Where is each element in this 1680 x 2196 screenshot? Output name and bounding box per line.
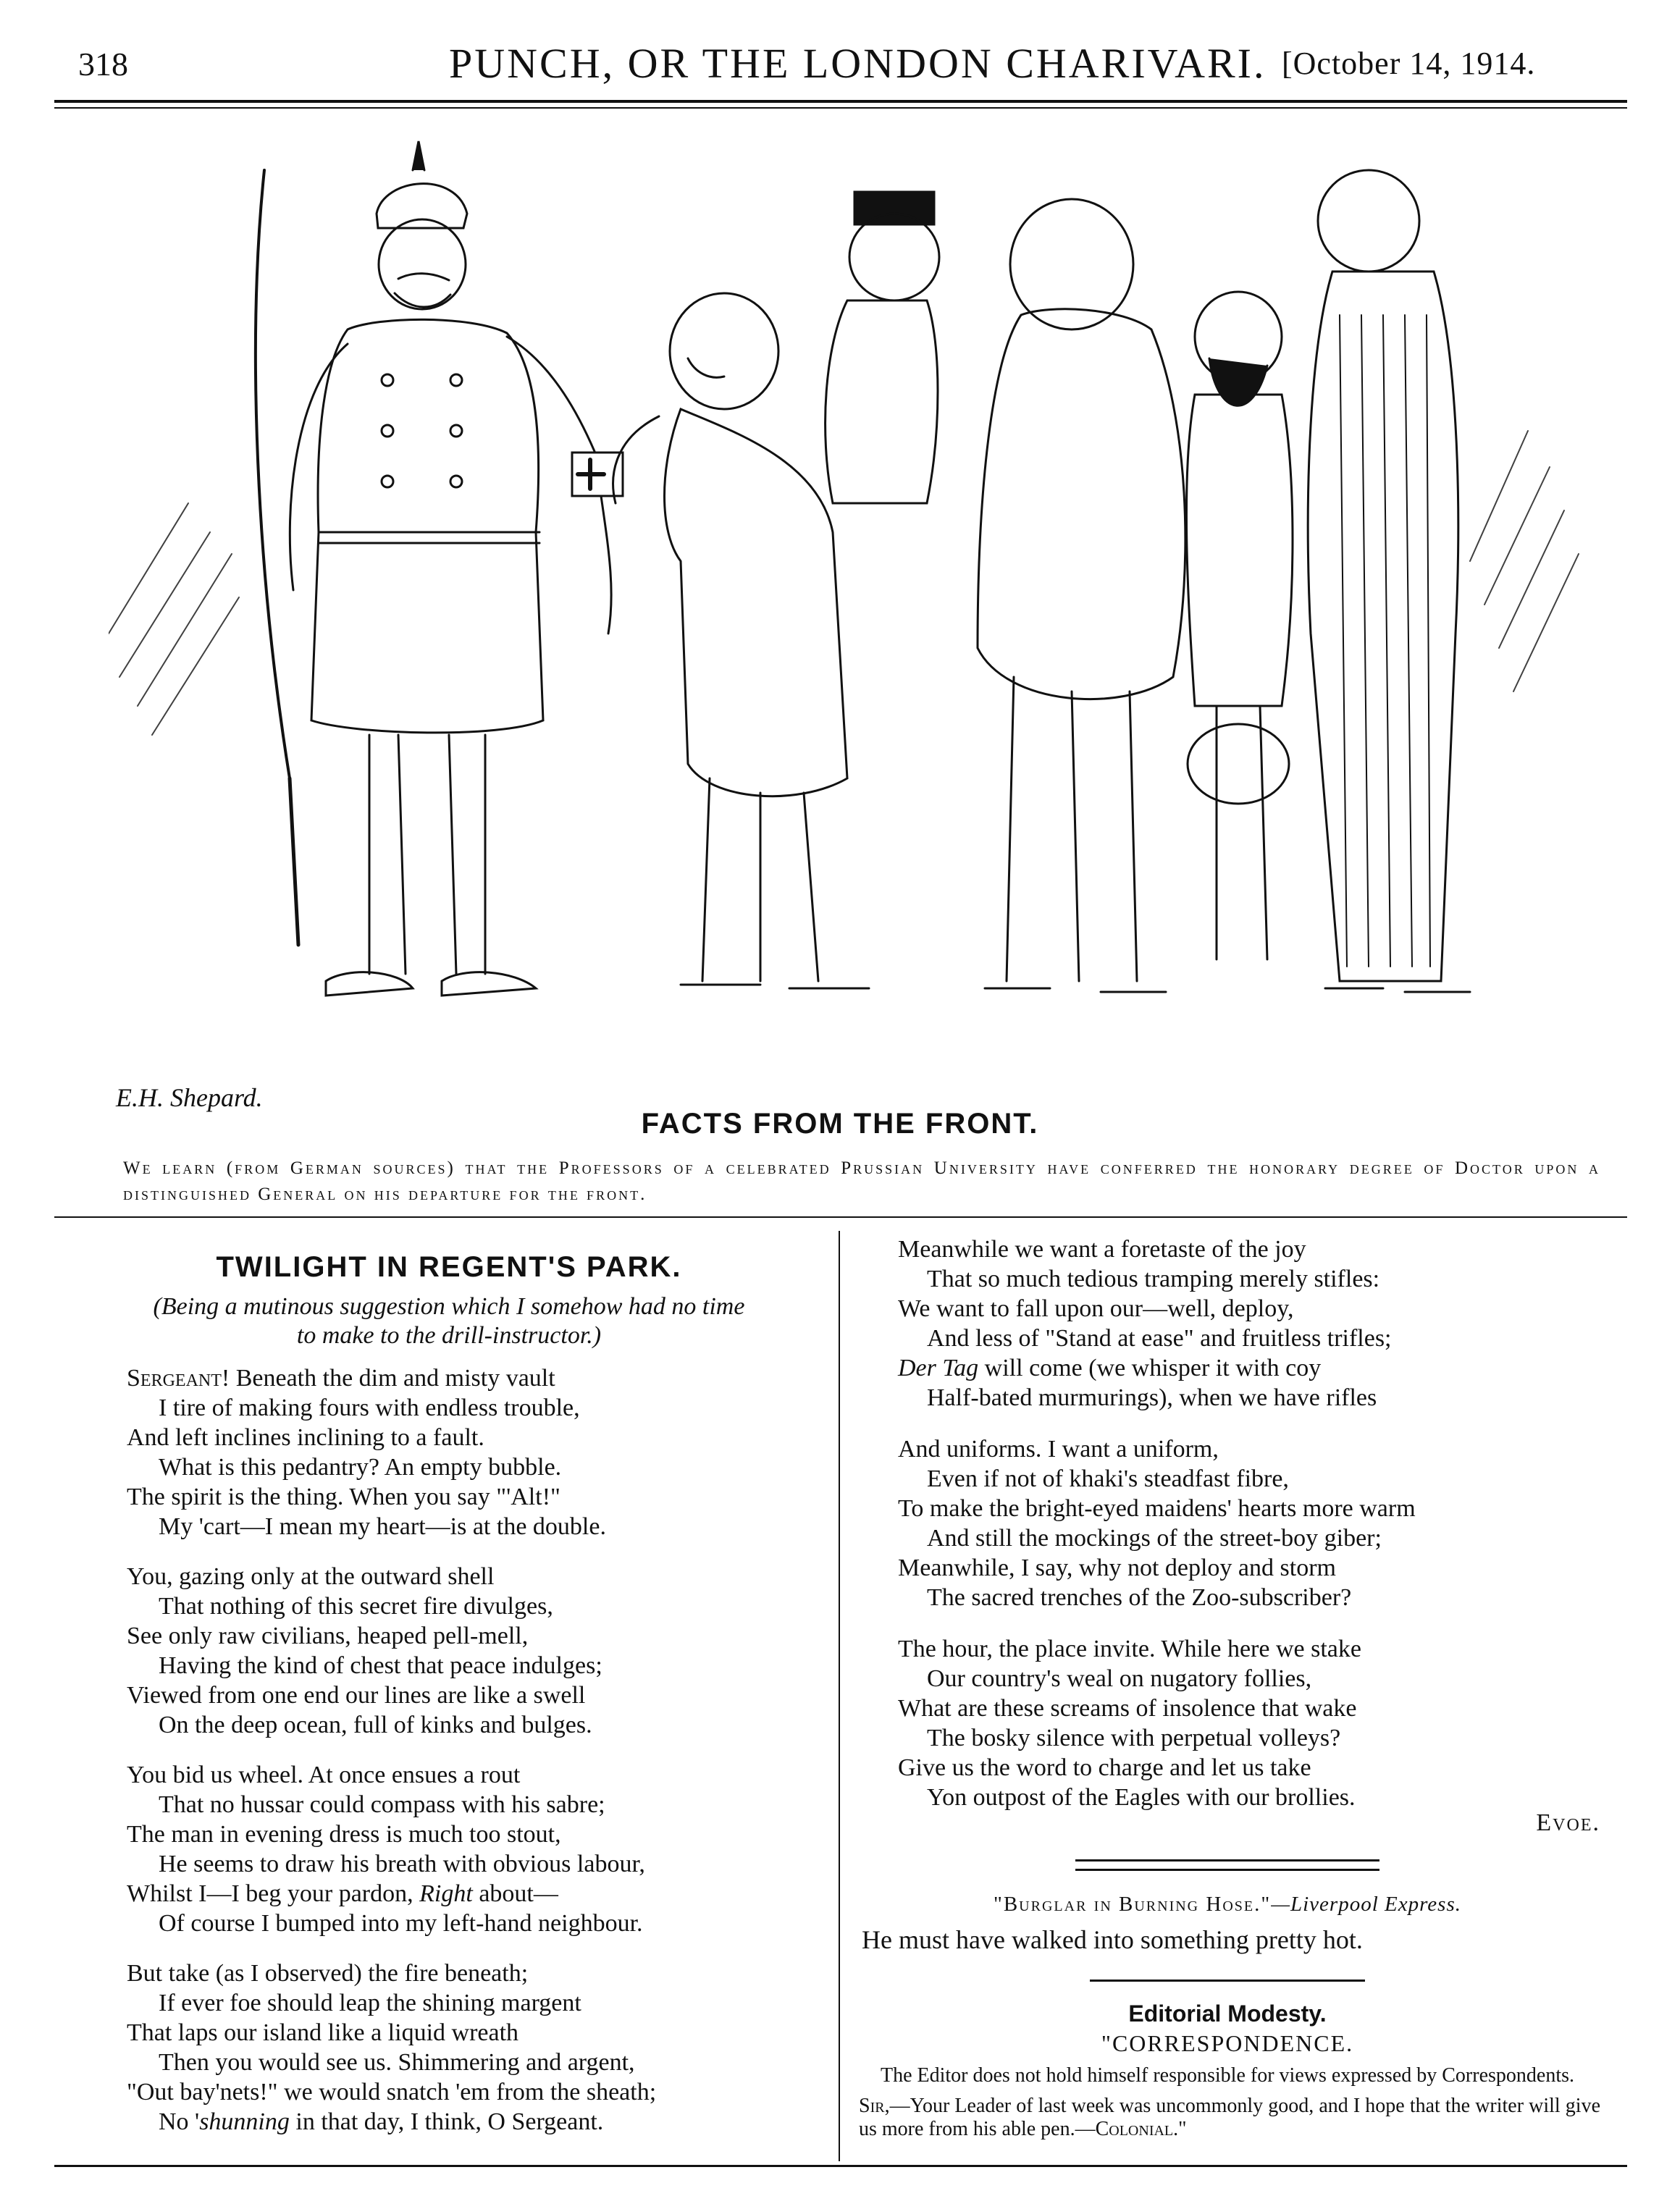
emphasis: Right [419,1880,473,1907]
poem-stanza [58,1959,840,2137]
poem-line: Our country's weal on nugatory follies, [927,1665,1312,1692]
poem-line-text: ! Beneath the dim and misty vault [221,1365,555,1392]
poem-line: The bosky silence with perpetual volleys? [927,1725,1341,1751]
cartoon-caption: We learn (from German sources) that the Professors of a celebrated Prussian University have conferred the honorary degree of Doctor upon a distinguished General on his departure for the front. [123,1158,1600,1204]
poem-line: I tire of making fours with endless trouble, [159,1394,580,1421]
section-divider [1075,1859,1379,1871]
issue-date: [October 14, 1914. [1282,46,1536,81]
footer-rule [54,2165,1627,2167]
poem-line: If ever foe should leap the shining margent [159,1990,581,2016]
poem-subtitle-line: (Being a mutinous suggestion which I somehow had no time [153,1293,745,1320]
poem-stanza [58,1363,840,1541]
poem-line: You, gazing only at the outward shell [127,1563,495,1590]
poem-line: Having the kind of chest that peace indulges; [159,1652,602,1679]
poem-subtitle [58,1292,840,1350]
poem-line: Viewed from one end our lines are like a swell [127,1682,586,1709]
letter-signoff: Colonial [1095,2118,1174,2140]
poem-line-text: about— [472,1880,558,1907]
quote-source: —Liverpool Express. [1271,1893,1461,1916]
poem-line: Meanwhile we want a foretaste of the joy [898,1236,1306,1263]
poem-line: And less of "Stand at ease" and fruitless trifles; [927,1325,1392,1352]
poem-stanza [58,1760,840,1938]
salutation: Sergeant [127,1365,222,1392]
poem-line: Then you would see us. Shimmering and argent, [159,2049,635,2076]
press-quote [854,1890,1600,1919]
right-column [854,1234,1600,2141]
editorial-notice: The Editor does not hold himself responsible for views expressed by Correspondents. [880,2064,1575,2087]
cartoon-title: FACTS FROM THE FRONT. [641,1108,1039,1140]
poem-line: On the deep ocean, full of kinks and bulges. [159,1712,592,1738]
poem-line: That nothing of this secret fire divulges, [159,1593,553,1620]
poem-line-text: in that day, I think, O Sergeant. [289,2108,604,2135]
poem-line: The hour, the place invite. While here we stake [898,1636,1361,1662]
poem-line: And left inclines inclining to a fault. [127,1424,484,1451]
editorial-letter [854,2095,1600,2141]
page-number: 318 [78,46,128,83]
cartoon-illustration [109,127,1593,1126]
poem-line: Half-bated murmurings), when we have rifles [927,1384,1377,1411]
poem-stanza [854,1234,1600,1413]
poem-line: My 'cart—I mean my heart—is at the double. [159,1513,606,1540]
poem-line: That no hussar could compass with his sabre; [159,1791,605,1818]
emphasis: Der Tag [898,1355,979,1381]
poem-line: The man in evening dress is much too stout, [127,1821,561,1848]
left-column [58,1253,840,2157]
poem-subtitle-line: to make to the drill-instructor.) [296,1322,602,1349]
poem-line: Yon outpost of the Eagles with our brollies. [927,1784,1356,1811]
header-rule-thin [54,107,1627,109]
poem-line: We want to fall upon our—well, deploy, [898,1295,1294,1322]
poem-line: The spirit is the thing. When you say "'Alt!" [127,1484,560,1510]
artist-signature: E.H. Shepard. [116,1083,263,1112]
editorial-subtitle: "CORRESPONDENCE. [1101,2030,1354,2056]
poem-line: The sacred trenches of the Zoo-subscriber? [927,1584,1352,1611]
poem-author: Evoe. [1536,1809,1600,1836]
poem-line: That laps our island like a liquid wreath [127,2019,519,2046]
poem-line-text: No ' [159,2108,200,2135]
quote-headline: "Burglar in Burning Hose." [994,1893,1272,1916]
poem-stanza [854,1634,1600,1812]
caption-rule [54,1216,1627,1218]
letter-salutation: Sir [859,2095,885,2117]
emphasis: shunning [199,2108,290,2135]
poem-line-text: will come (we whisper it with coy [978,1355,1322,1381]
poem-line: Meanwhile, I say, why not deploy and storm [898,1555,1336,1581]
poem-line: "Out bay'nets!" we would snatch 'em from the sheath; [127,2079,657,2105]
publication-title: PUNCH, OR THE LONDON CHARIVARI. [449,40,1267,87]
poem-line: To make the bright-eyed maidens' hearts more warm [898,1495,1416,1522]
quip-text: He must have walked into something pretty hot. [862,1925,1363,1954]
poem-line: He seems to draw his breath with obvious labour, [159,1851,645,1877]
poem-title: TWILIGHT IN REGENT'S PARK. [216,1251,682,1283]
poem-line: You bid us wheel. At once ensues a rout [127,1762,521,1788]
poem-line [127,1879,840,1909]
section-divider [1090,1980,1365,1982]
poem-line-text: Whilst I—I beg your pardon, [127,1880,420,1907]
poem-stanza [854,1434,1600,1612]
poem-line: What are these screams of insolence that wake [898,1695,1357,1722]
poem-line: But take (as I observed) the fire beneath; [127,1960,529,1987]
poem-line: What is this pedantry? An empty bubble. [159,1454,562,1481]
poem-line: And still the mockings of the street-boy giber; [927,1525,1382,1552]
poem-line [854,1353,1600,1383]
poem-line: And uniforms. I want a uniform, [898,1436,1219,1463]
header-rule [54,100,1627,103]
poem-line: See only raw civilians, heaped pell-mell, [127,1623,529,1649]
poem-stanza [58,1562,840,1740]
poem-line [127,1363,840,1393]
poem-line [127,2107,840,2137]
letter-body: ,—Your Leader of last week was uncommonly good, and I hope that the writer will give us more from his able pen.— [859,2095,1600,2140]
poem-line: Give us the word to charge and let us take [898,1754,1311,1781]
poem-line: Even if not of khaki's steadfast fibre, [927,1465,1289,1492]
poem-line: Of course I bumped into my left-hand neighbour. [159,1910,643,1937]
editorial-title: Editorial Modesty. [1128,2001,1327,2027]
letter-end: ." [1173,2118,1187,2140]
poem-line: That so much tedious tramping merely stifles: [927,1266,1380,1292]
